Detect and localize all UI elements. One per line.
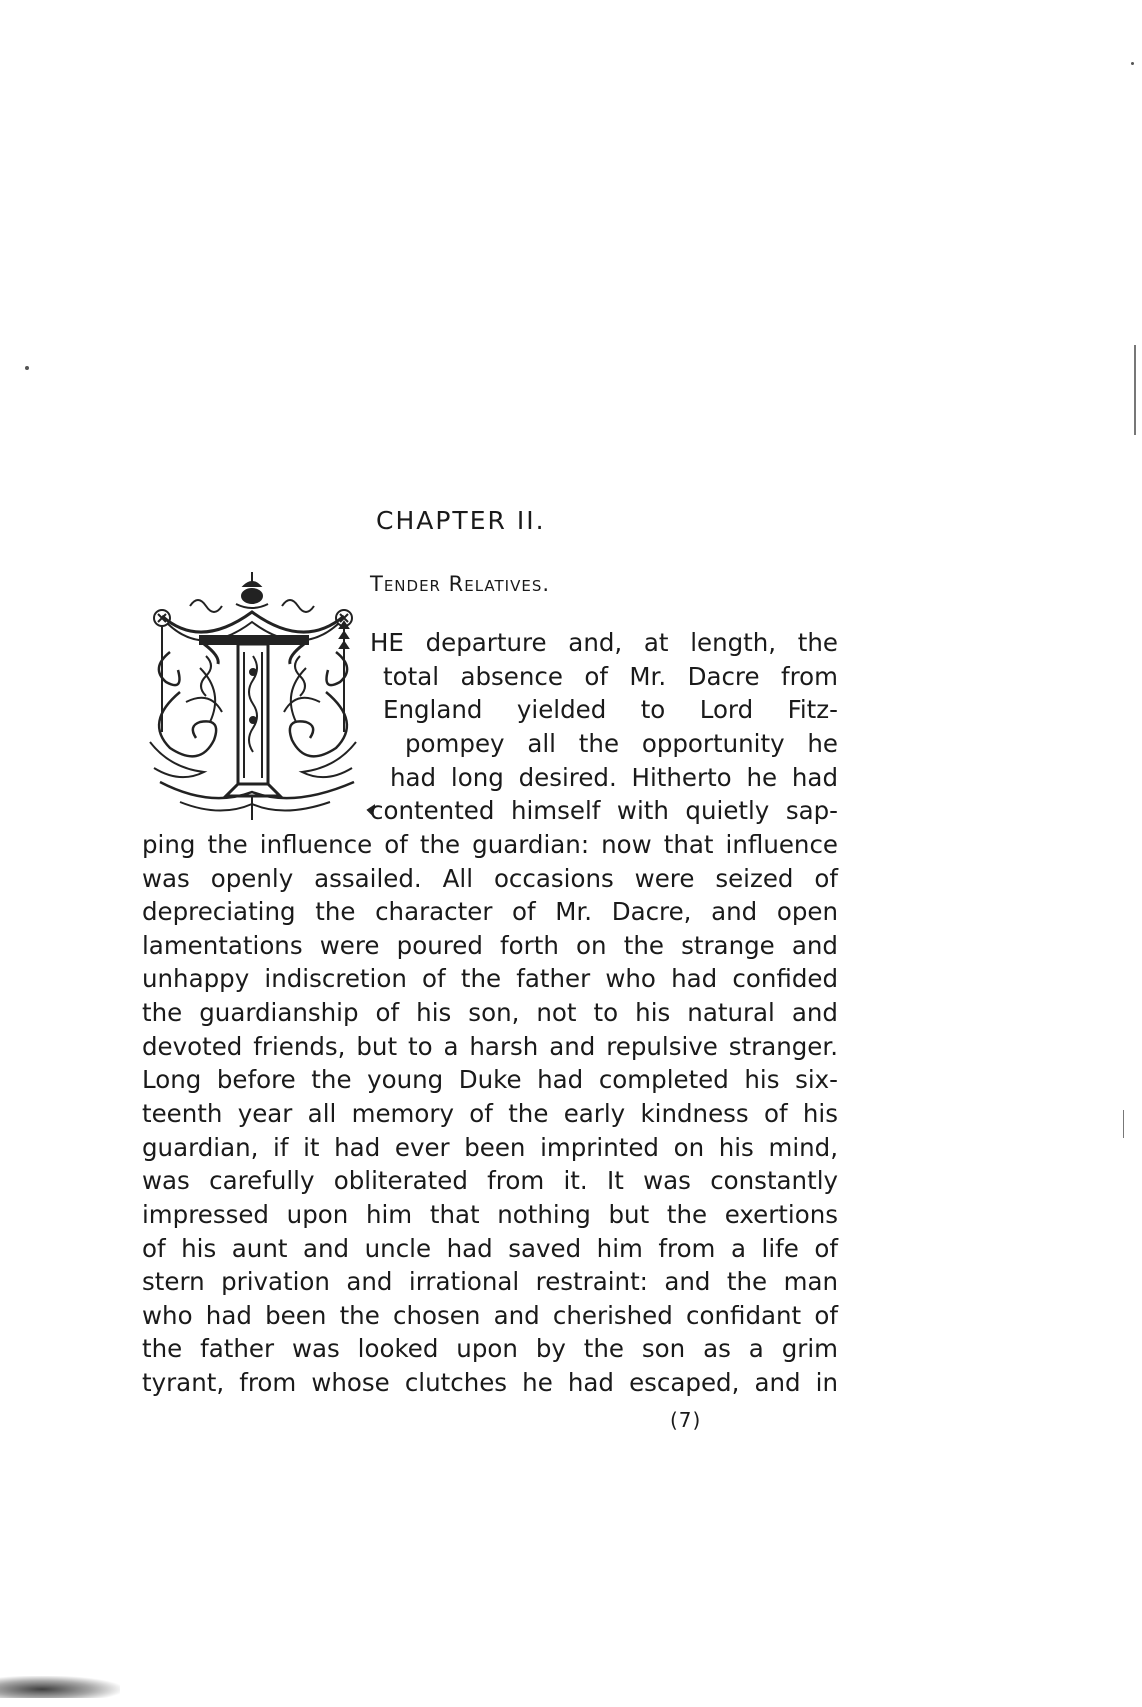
body-line: tyrant, from whose clutches he had escaped, and in bbox=[142, 1368, 838, 1397]
chapter-heading: CHAPTER II. bbox=[376, 506, 546, 535]
body-line: had long desired. Hitherto he had bbox=[390, 763, 838, 792]
scan-edge-mark bbox=[1134, 345, 1136, 435]
body-line: guardian, if it had ever been imprinted on his mind, bbox=[142, 1133, 838, 1162]
scan-edge-mark bbox=[1123, 1110, 1124, 1138]
body-line: total absence of Mr. Dacre from bbox=[383, 662, 838, 691]
body-line: teenth year all memory of the early kindness of his bbox=[142, 1099, 838, 1128]
body-line: the guardianship of his son, not to his natural and bbox=[142, 998, 838, 1027]
body-line: unhappy indiscretion of the father who had confided bbox=[142, 964, 838, 993]
ornamental-drop-cap-icon bbox=[140, 572, 375, 822]
body-line: impressed upon him that nothing but the exertions bbox=[142, 1200, 838, 1229]
body-line: was openly assailed. All occasions were seized of bbox=[142, 864, 838, 893]
body-line: contented himself with quietly sap- bbox=[370, 796, 838, 825]
body-line: pompey all the opportunity he bbox=[405, 729, 838, 758]
scan-smudge bbox=[0, 1676, 120, 1698]
body-line: of his aunt and uncle had saved him from a life of bbox=[142, 1234, 838, 1263]
scan-speck bbox=[25, 366, 29, 370]
body-line: who had been the chosen and cherished confidant of bbox=[142, 1301, 838, 1330]
chapter-subtitle: Tender Relatives. bbox=[370, 572, 551, 596]
scan-speck bbox=[1131, 62, 1134, 65]
page-number: (7) bbox=[670, 1408, 702, 1432]
body-line: was carefully obliterated from it. It was constantly bbox=[142, 1166, 838, 1195]
body-line: depreciating the character of Mr. Dacre, and open bbox=[142, 897, 838, 926]
body-line: stern privation and irrational restraint: and the man bbox=[142, 1267, 838, 1296]
body-line: devoted friends, but to a harsh and repulsive stranger. bbox=[142, 1032, 838, 1061]
body-line: HE departure and, at length, the bbox=[370, 628, 838, 657]
body-line: Long before the young Duke had completed his six- bbox=[142, 1065, 838, 1094]
body-line: England yielded to Lord Fitz- bbox=[383, 695, 838, 724]
body-line: the father was looked upon by the son as a grim bbox=[142, 1334, 838, 1363]
body-line: ping the influence of the guardian: now that influence bbox=[142, 830, 838, 859]
body-line: lamentations were poured forth on the strange and bbox=[142, 931, 838, 960]
